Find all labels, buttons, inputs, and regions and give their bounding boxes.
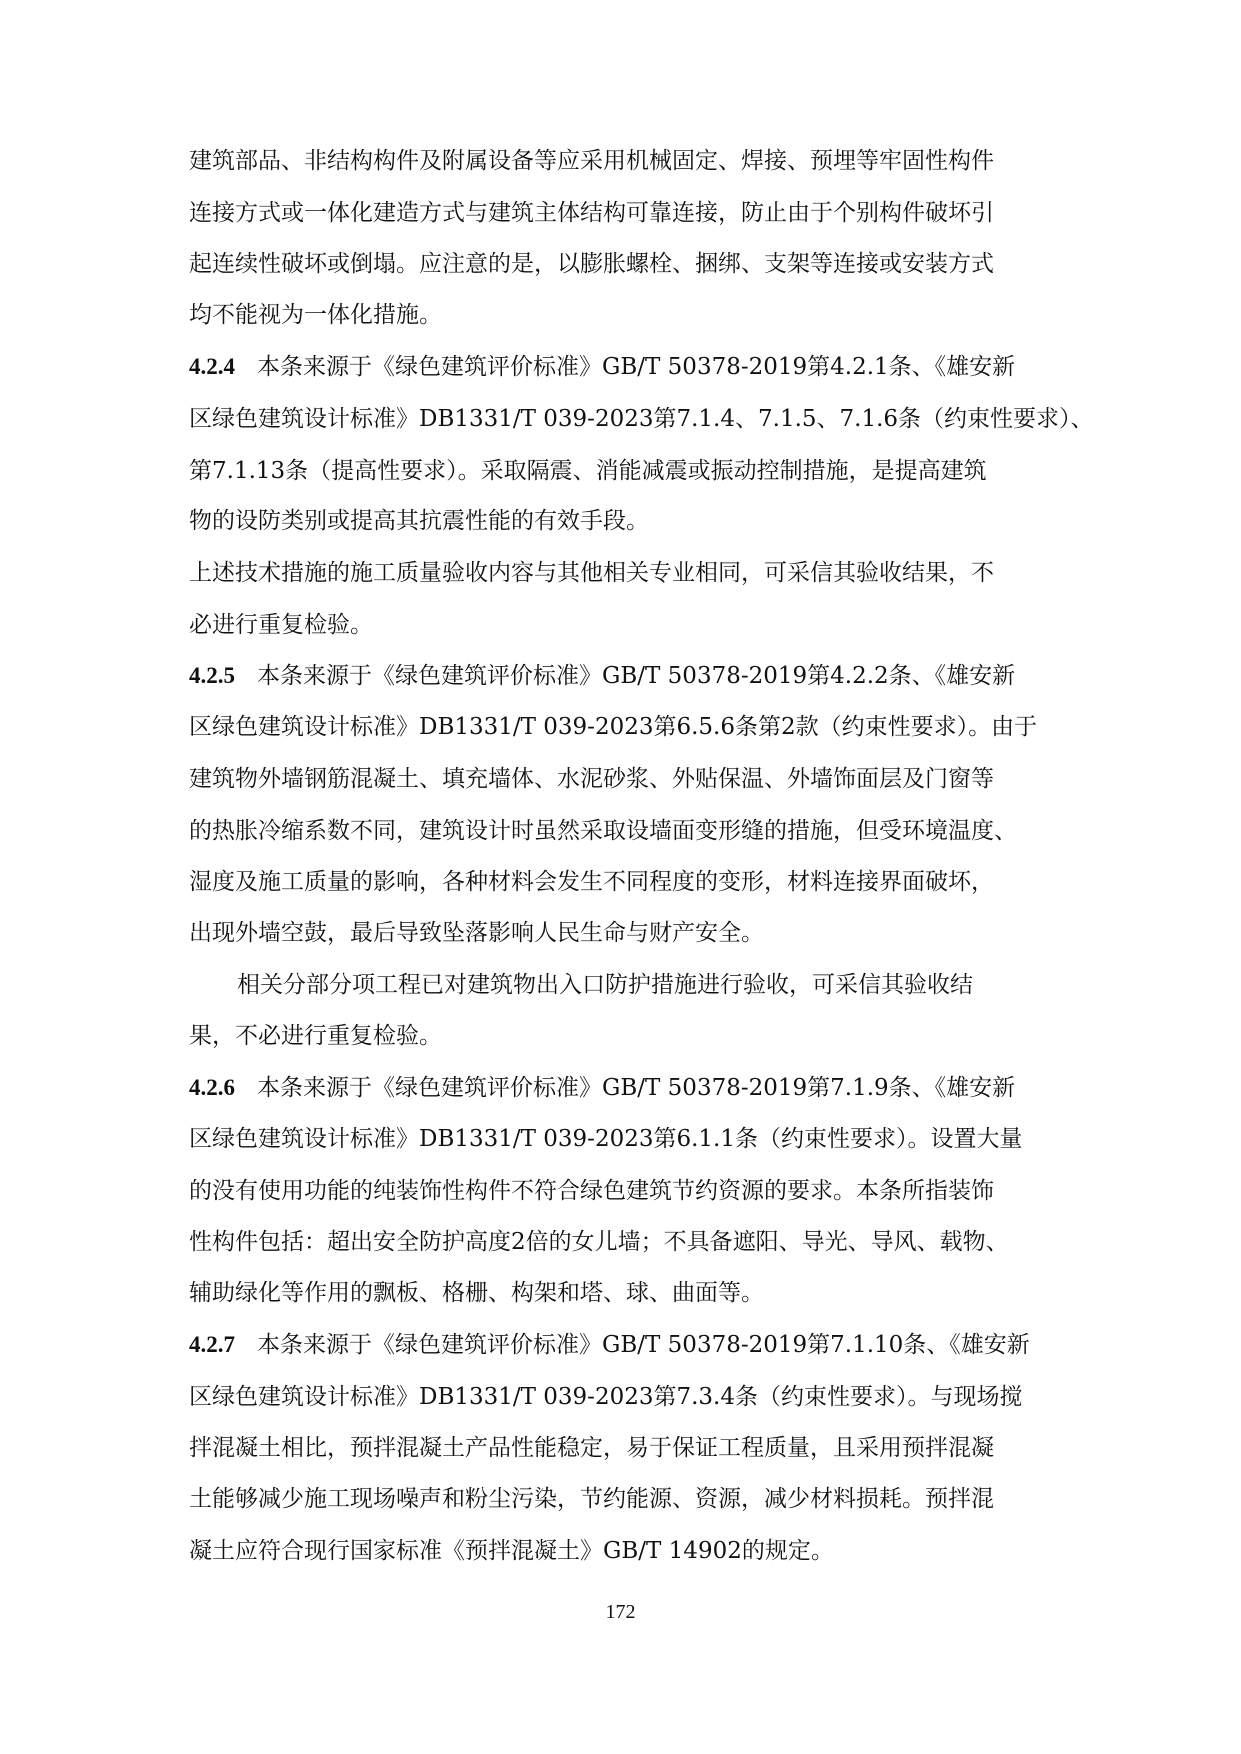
text-line: 本条来源于《绿色建筑评价标准》GB/T 50378-2019第7.1.10条、《雄安新 xyxy=(257,1332,1030,1358)
text-line: 物的设防类别或提高其抗震性能的有效手段。 xyxy=(189,508,649,534)
text-line: 第7.1.13条（提高性要求）。采取隔震、消能减震或振动控制措施，是提高建筑 xyxy=(189,458,987,484)
clause-number: 4.2.4 xyxy=(189,354,235,379)
text-line: 上述技术措施的施工质量验收内容与其他相关专业相同，可采信其验收结果，不 xyxy=(189,560,994,586)
text-line: 均不能视为一体化措施。 xyxy=(189,302,442,328)
clause-line xyxy=(189,352,1015,382)
text-line: 区绿色建筑设计标准》DB1331/T 039-2023第6.5.6条第2款（约束性要求）。由于 xyxy=(189,714,1038,740)
text-line: 建筑部品、非结构构件及附属设备等应采用机械固定、焊接、预埋等牢固性构件 xyxy=(189,148,994,174)
text-line: 凝土应符合现行国家标准《预拌混凝土》GB/T 14902的规定。 xyxy=(189,1538,834,1564)
clause-number: 4.2.6 xyxy=(189,1075,235,1100)
text-line: 性构件包括：超出安全防护高度2倍的女儿墙；不具备遮阳、导光、导风、载物、 xyxy=(189,1229,1009,1255)
text-line: 本条来源于《绿色建筑评价标准》GB/T 50378-2019第7.1.9条、《雄安新 xyxy=(257,1075,1016,1101)
text-line: 区绿色建筑设计标准》DB1331/T 039-2023第6.1.1条（约束性要求）。设置大量 xyxy=(189,1126,1023,1152)
text-line: 拌混凝土相比，预拌混凝土产品性能稳定，易于保证工程质量，且采用预拌混凝 xyxy=(189,1435,994,1461)
text-line: 建筑物外墙钢筋混凝土、填充墙体、水泥砂浆、外贴保温、外墙饰面层及门窗等 xyxy=(189,766,994,792)
text-line: 湿度及施工质量的影响，各种材料会发生不同程度的变形，材料连接界面破坏， xyxy=(189,869,994,895)
text-line: 果，不必进行重复检验。 xyxy=(189,1023,442,1049)
text-line: 相关分部分项工程已对建筑物出入口防护措施进行验收，可采信其验收结 xyxy=(237,972,973,998)
text-line: 的没有使用功能的纯装饰性构件不符合绿色建筑节约资源的要求。本条所指装饰 xyxy=(189,1178,994,1204)
page-number: 172 xyxy=(605,1601,636,1623)
clause-number: 4.2.5 xyxy=(189,663,235,688)
text-line: 区绿色建筑设计标准》DB1331/T 039-2023第7.3.4条（约束性要求）。与现场搅 xyxy=(189,1384,1023,1410)
text-line: 必进行重复检验。 xyxy=(189,612,373,638)
text-line: 辅助绿化等作用的飘板、格栅、构架和塔、球、曲面等。 xyxy=(189,1280,764,1306)
text-line: 连接方式或一体化建造方式与建筑主体结构可靠连接，防止由于个别构件破坏引 xyxy=(189,200,994,226)
text-line: 起连续性破坏或倒塌。应注意的是，以膨胀螺栓、捆绑、支架等连接或安装方式 xyxy=(189,251,994,277)
clause-line xyxy=(189,661,1015,691)
text-line: 区绿色建筑设计标准》DB1331/T 039-2023第7.1.4、7.1.5、7.1.6条（约束性要求）、 xyxy=(189,406,1094,432)
text-line: 土能够减少施工现场噪声和粉尘污染，节约能源、资源，减少材料损耗。预拌混 xyxy=(189,1486,994,1512)
text-line: 本条来源于《绿色建筑评价标准》GB/T 50378-2019第4.2.1条、《雄安新 xyxy=(257,354,1016,380)
text-line: 本条来源于《绿色建筑评价标准》GB/T 50378-2019第4.2.2条、《雄安新 xyxy=(257,663,1016,689)
clause-number: 4.2.7 xyxy=(189,1332,235,1357)
clause-line xyxy=(189,1330,1030,1360)
text-line: 的热胀冷缩系数不同，建筑设计时虽然采取设墙面变形缝的措施，但受环境温度、 xyxy=(189,818,1017,844)
text-line: 出现外墙空鼓，最后导致坠落影响人民生命与财产安全。 xyxy=(189,920,764,946)
clause-line xyxy=(189,1073,1015,1103)
